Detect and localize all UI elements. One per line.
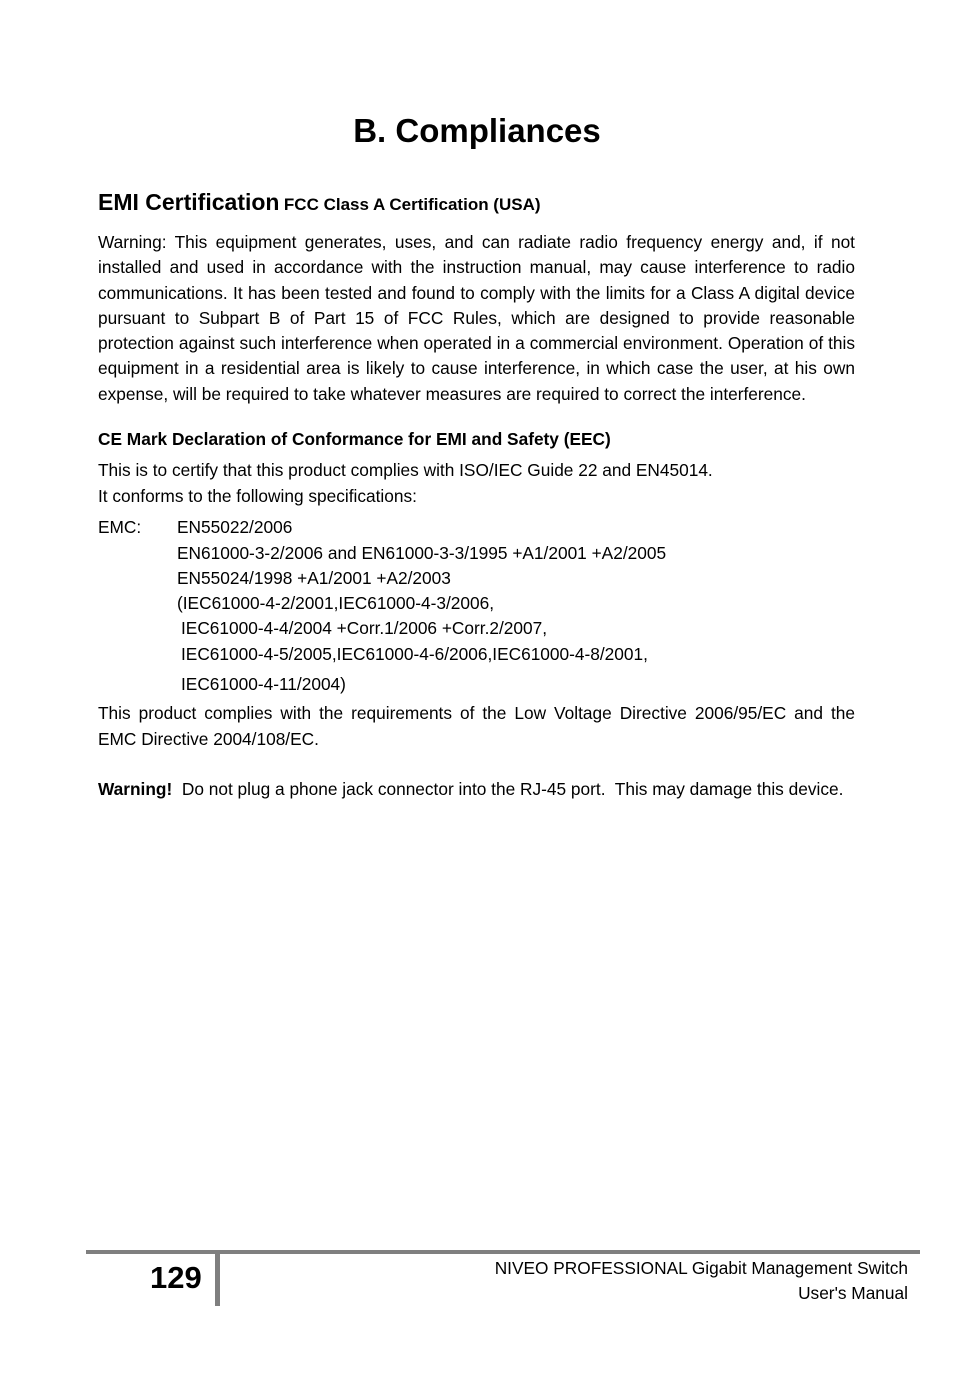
emc-spec-item: EN61000-3-2/2006 and EN61000-3-3/1995 +A1/2001 +A2/2005 [177,542,667,563]
footer-divider [86,1250,920,1254]
footer-product-line: NIVEO PROFESSIONAL Gigabit Management Switch [494,1258,908,1278]
footer-product-name [495,1256,908,1307]
footer-vertical-bar [215,1250,220,1306]
warning-label: Warning! [98,778,173,799]
ce-certify-line: This is to certify that this product complies with ISO/IEC Guide 22 and EN45014. [98,460,713,481]
page-content [98,186,855,802]
emc-label: EMC: [98,517,142,538]
rj45-warning [98,777,855,802]
emc-spec-block [98,515,855,697]
emi-certification-heading [98,186,855,222]
ce-specifications-line: It conforms to the following specifications: [98,485,417,506]
fcc-subheading-text: FCC Class A Certification (USA) [283,195,541,214]
ce-certify-text [98,458,855,509]
emc-spec-item: (IEC61000-4-2/2001,IEC61000-4-3/2006, [177,593,495,614]
emi-heading-text: EMI Certification [98,189,280,215]
directive-paragraph: This product complies with the requirements of the Low Voltage Directive 2006/95/EC and the EMC Directive 2004/108/EC. [98,703,855,749]
emc-spec-item: EN55024/1998 +A1/2001 +A2/2003 [177,567,451,588]
emc-spec-item: EN55022/2006 [177,517,293,538]
page-number: 129 [150,1260,202,1295]
emc-spec-item: IEC61000-4-5/2005,IEC61000-4-6/2006,IEC61000-4-8/2001, [181,643,648,664]
fcc-warning-paragraph: Warning: This equipment generates, uses, and can radiate radio frequency energy and, if not installed and used in accordance with the instruction manual, may cause interference to radio communications. It has been tested and found to comply with the limits for a Class A digital device pursuant to Subpart B of Part 15 of FCC Rules, which are designed to provide reasonable protection against such interference when operated in a commercial environment. Operation of this equipment in a residential area is likely to cause interference, in which case the user, at his own expense, will be required to take whatever measures are required to correct the interference. [98,232,855,404]
warning-text: Do not plug a phone jack connector into the RJ-45 port. This may damage this device. [172,778,844,799]
footer-manual-line: User's Manual [798,1283,908,1304]
page-title: B. Compliances [353,112,601,149]
emc-spec-item: IEC61000-4-4/2004 +Corr.1/2006 +Corr.2/2007, [181,618,548,639]
emc-spec-item: IEC61000-4-11/2004) [181,674,346,695]
ce-mark-heading: CE Mark Declaration of Conformance for EMI and Safety (EEC) [98,429,611,450]
emc-spec-list [177,515,855,697]
